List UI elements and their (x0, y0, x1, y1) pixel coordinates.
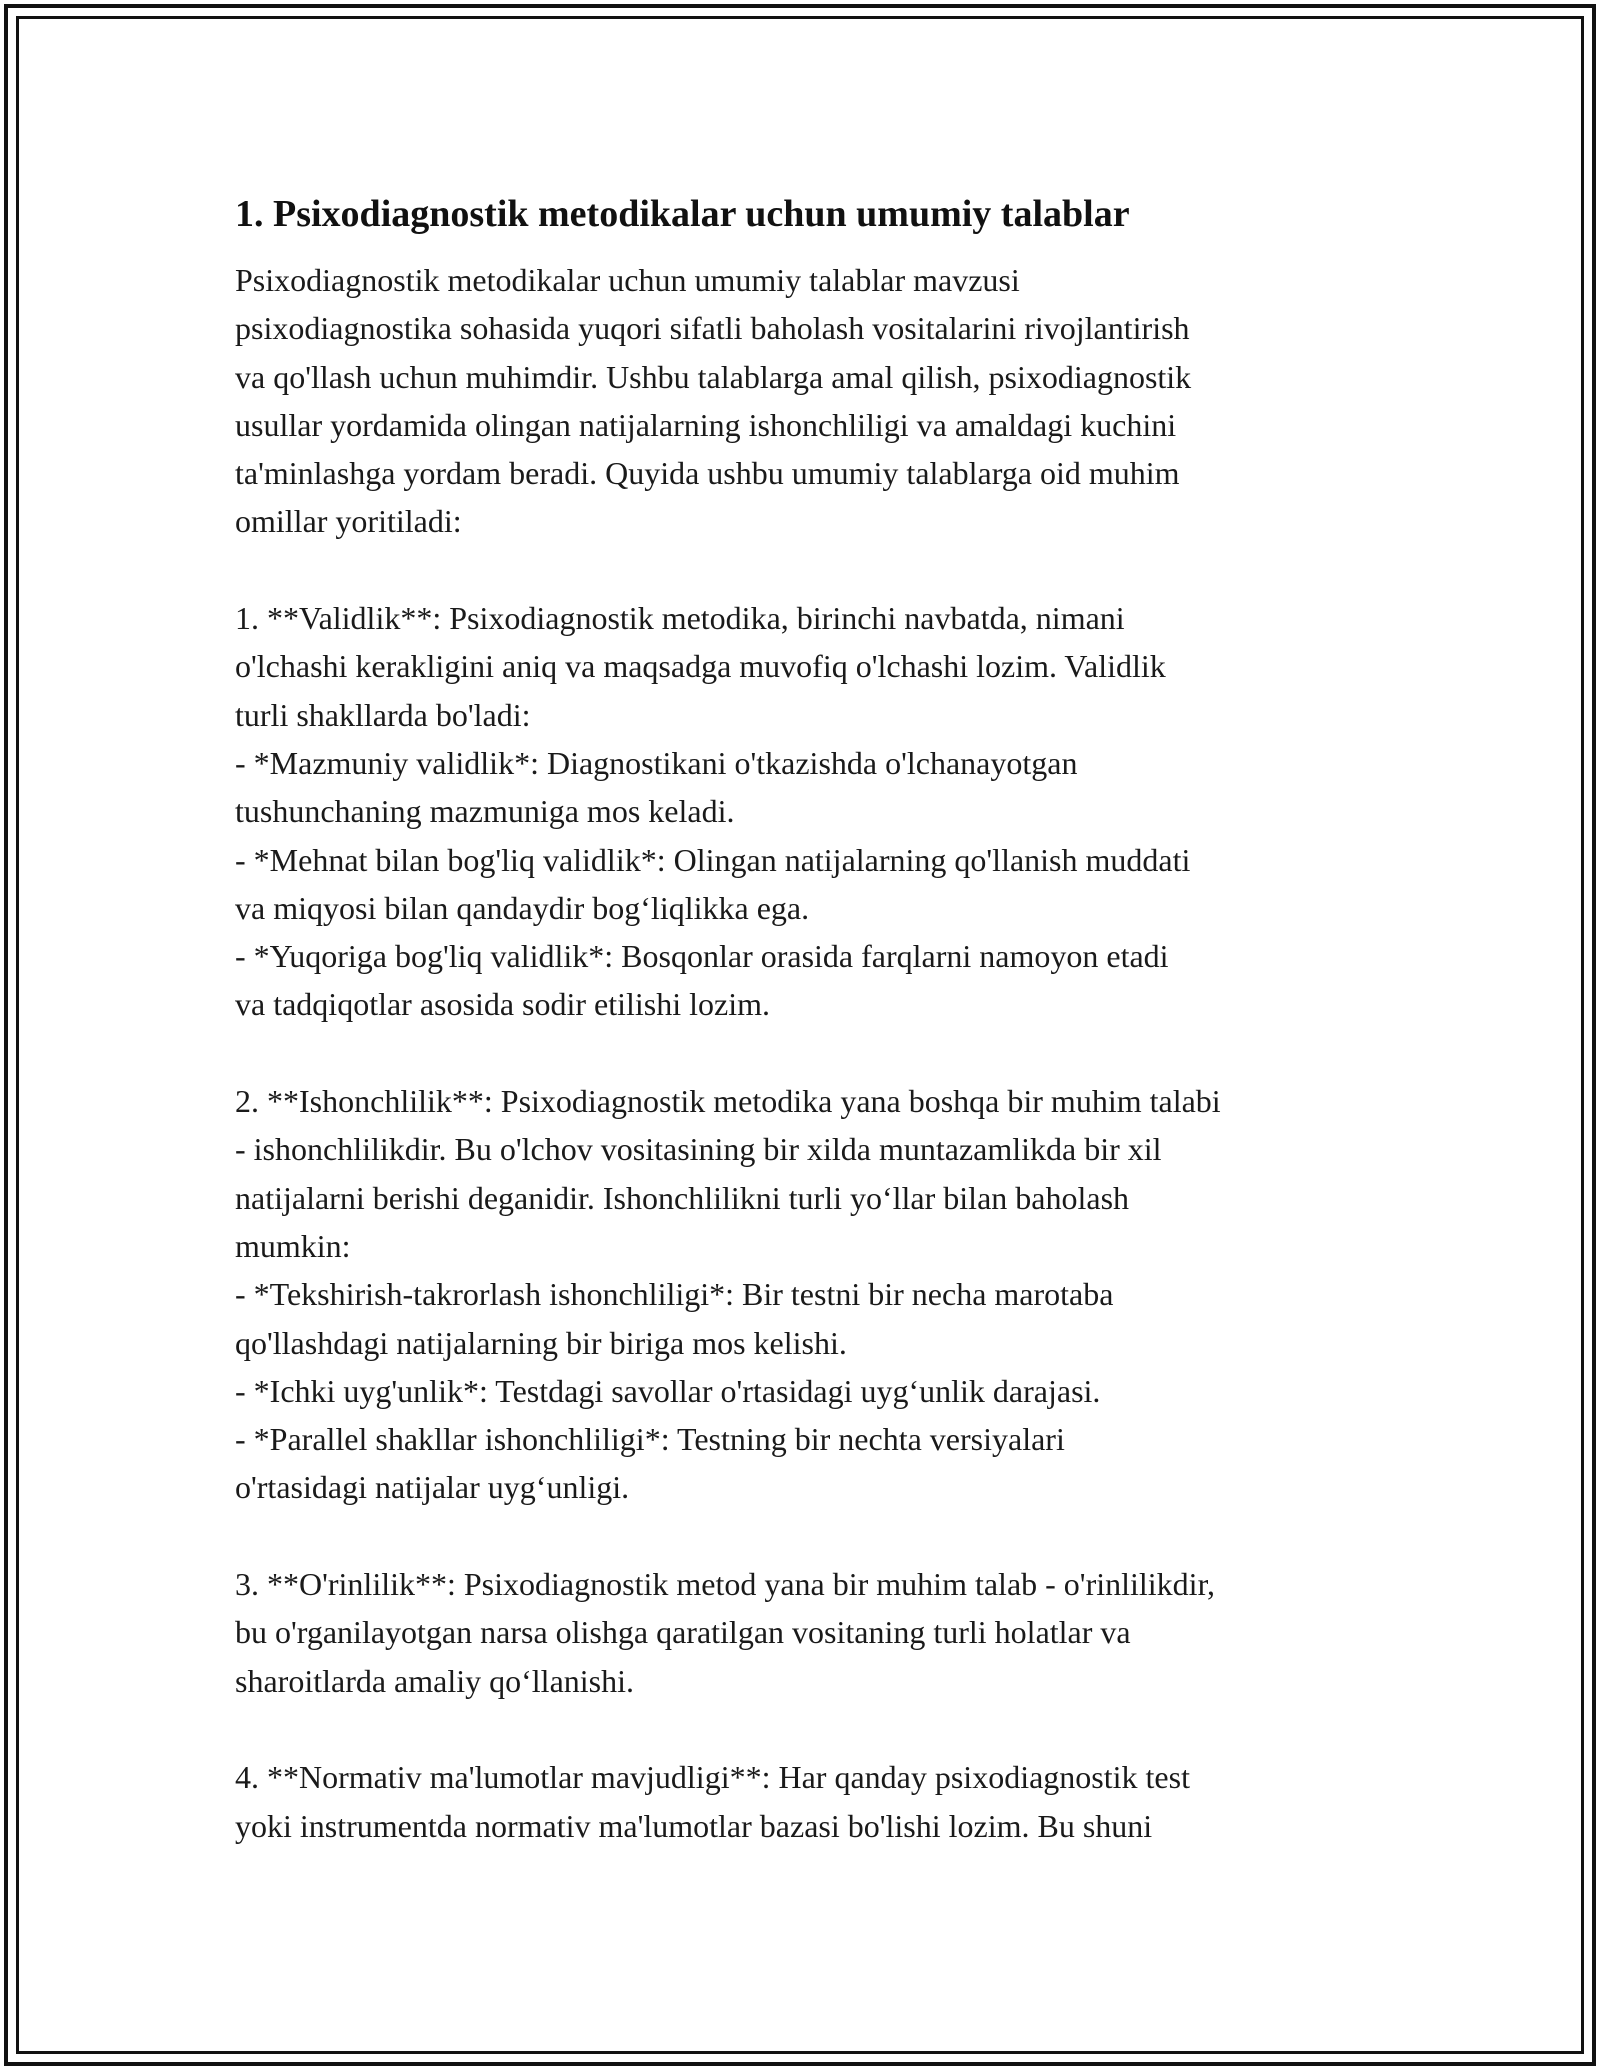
reliability-paragraph: 2. **Ishonchlilik**: Psixodiagnostik metodika yana boshqa bir muhim talabi - ishonchlilikdir. Bu o'lchov vositasining bir xilda muntazamlikda bir xil natijalarni berishi deganidir. Ishonchlilikni turli yo‘llar bilan baholash mumkin: - *Tekshirish-takrorlash ishonchliligi*: Bir testni bir necha marotaba qo'llashdagi natijalarning bir biriga mos kelishi. - *Ichki uyg'unlik*: Testdagi savollar o'rtasidagi uyg‘unlik darajasi. - *Parallel shakllar ishonchliligi*: Testning bir nechta versiyalari o'rtasidagi natijalar uyg‘unligi. (235, 1083, 1221, 1506)
paragraph-gap (235, 546, 1375, 594)
normative-data-paragraph: 4. **Normativ ma'lumotlar mavjudligi**: Har qanday psixodiagnostik test yoki instrumentda normativ ma'lumotlar bazasi bo'lishi lozim. Bu shuni (235, 1759, 1190, 1844)
paragraph-gap (235, 1512, 1375, 1560)
intro-paragraph: Psixodiagnostik metodikalar uchun umumiy talablar mavzusi psixodiagnostika sohasida yuqori sifatli baholash vositalarini rivojlantirish va qo'llash uchun muhimdir. Ushbu talablarga amal qilish, psixodiagnostik usullar yordamida olingan natijalarning ishonchliligi va amaldagi kuchini ta'minlashga yordam beradi. Quyida ushbu umumiy talablarga oid muhim omillar yoritiladi: (235, 262, 1192, 540)
relevance-paragraph: 3. **O'rinlilik**: Psixodiagnostik metod yana bir muhim talab - o'rinlilikdir, bu o'rganilayotgan narsa olishga qaratilgan vositaning turli holatlar va sharoitlarda amaliy qo‘llanishi. (235, 1566, 1215, 1699)
document-body (235, 190, 1375, 1850)
paragraph-gap (235, 1705, 1375, 1753)
validity-paragraph: 1. **Validlik**: Psixodiagnostik metodika, birinchi navbatda, nimani o'lchashi kerakligini aniq va maqsadga muvofiq o'lchashi lozim. Validlik turli shakllarda bo'ladi: - *Mazmuniy validlik*: Diagnostikani o'tkazishda o'lchanayotgan tushunchaning mazmuniga mos keladi. - *Mehnat bilan bog'liq validlik*: Olingan natijalarning qo'llanish muddati va miqyosi bilan qandaydir bog‘liqlikka ega. - *Yuqoriga bog'liq validlik*: Bosqonlar orasida farqlarni namoyon etadi va tadqiqotlar asosida sodir etilishi lozim. (235, 600, 1191, 1023)
paragraph-gap (235, 1029, 1375, 1077)
section-heading: 1. Psixodiagnostik metodikalar uchun umumiy talablar (235, 193, 1130, 235)
